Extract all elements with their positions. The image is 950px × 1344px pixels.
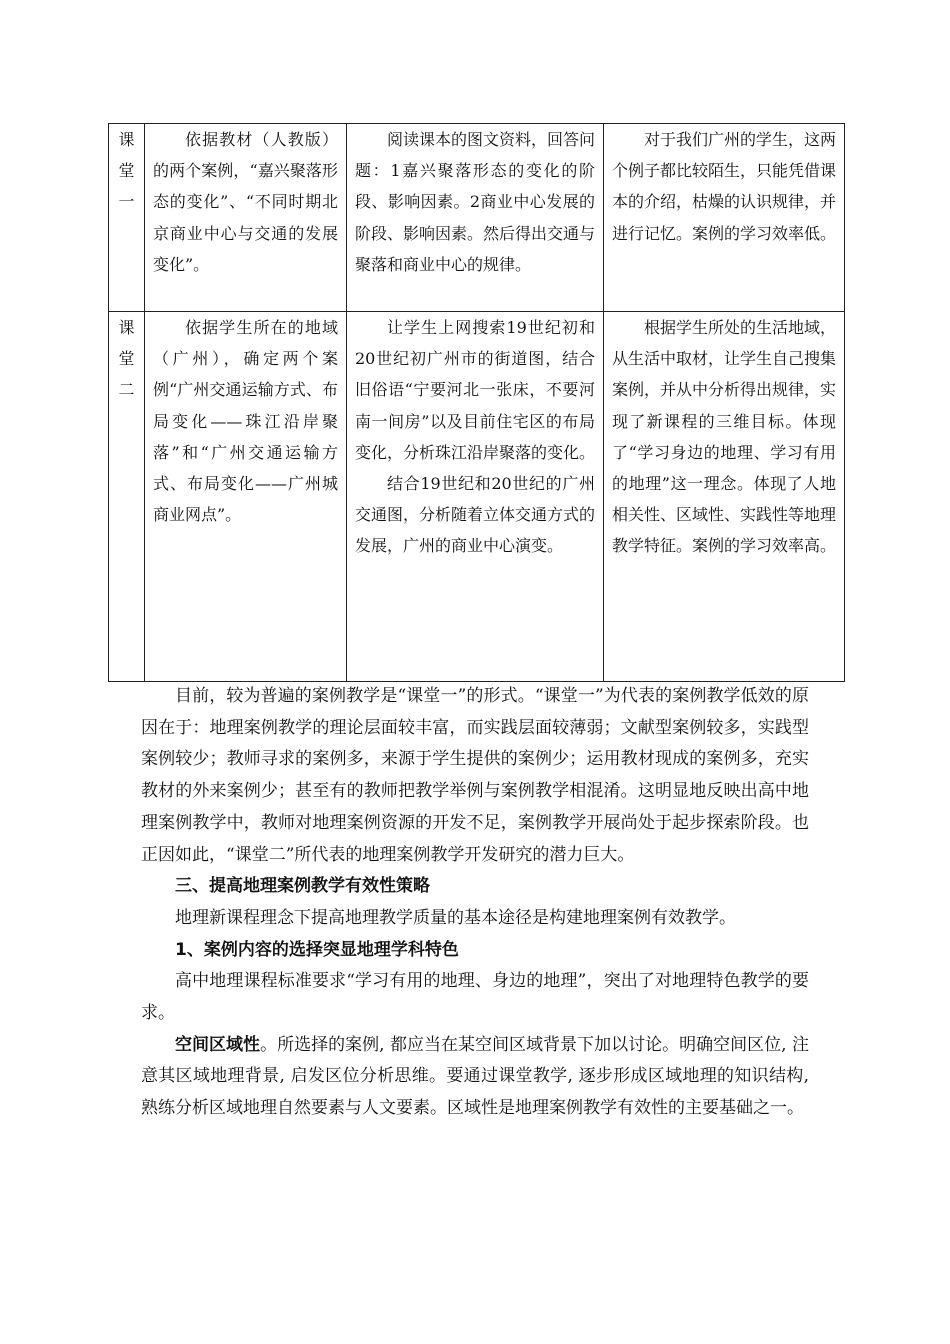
activity-text: 阅读课本的图文资料，回答问题：1嘉兴聚落形态的变化的阶段、影响因素。2商业中心发展的阶段、影响因素。然后得出交通与聚落和商业中心的规律。 <box>355 130 596 274</box>
paragraph: 目前，较为普遍的案例教学是“课堂一”的形式。“课堂一”为代表的案例教学低效的原因在于：地理案例教学的理论层面较丰富，而实践层面较薄弱；文献型案例较多，实践型案例较少；教师寻求的案例多，来源于学生提供的案例少；运用教材现成的案例多，充实教材的外来案例少；甚至有的教师把教学举例与案例教学相混淆。这明显地反映出高中地理案例教学中，教师对地理案例资源的开发不足，案例教学开展尚处于起步探索阶段。也正因如此，“课堂二”所代表的地理案例教学开发研究的潜力巨大。 <box>141 686 809 865</box>
table-row <box>109 312 845 682</box>
comparison-table <box>108 123 845 682</box>
case-source-cell <box>145 124 347 312</box>
body-text <box>141 681 809 1125</box>
activity-cell <box>347 124 604 312</box>
paragraph-body: 。所选择的案例, 都应当在某空间区域背景下加以讨论。明确空间区位, 注意其区域地理背景, 启发区位分析思维。要通过课堂教学, 逐步形成区域地理的知识结构, 熟练分析区域地理自然要素与人文要素。区域性是地理案例教学有效性的主要基础之一。 <box>141 1034 810 1119</box>
evaluation-text: 根据学生所处的生活地域，从生活中取材，让学生自己搜集案例，并从中分析得出规律，实现了新课程的三维目标。体现了“学习身边的地理、学习有用的地理”这一理念。体现了人地相关性、区域性、实践性等地理教学特征。案例的学习效率高。 <box>612 318 837 556</box>
evaluation-cell <box>604 124 845 312</box>
evaluation-cell <box>604 312 845 682</box>
activity-cell <box>347 312 604 682</box>
paragraph: 高中地理课程标准要求“学习有用的地理、身边的地理”，突出了对地理特色教学的要求。 <box>141 971 809 1024</box>
section-heading: 三、提高地理案例教学有效性策略 <box>175 876 430 897</box>
table-row <box>109 124 845 312</box>
paragraph-lead: 空间区域性 <box>175 1034 261 1055</box>
case-source-text: 依据学生所在的地域（广州），确定两个案例“广州交通运输方式、布局变化——珠江沿岸聚落”和“广州交通运输方式、布局变化——广州城商业网点”。 <box>153 318 338 525</box>
activity-text: 结合19世纪和20世纪的广州交通图，分析随着立体交通方式的发展，广州的商业中心演变。 <box>355 474 596 556</box>
activity-text: 让学生上网搜索19世纪初和20世纪初广州市的街道图，结合旧俗语“宁要河北一张床，不要河南一间房”以及目前住宅区的布局变化，分析珠江沿岸聚落的变化。 <box>355 318 596 462</box>
case-source-text: 依据教材（人教版）的两个案例，“嘉兴聚落形态的变化”、“不同时期北京商业中心与交通的发展变化”。 <box>153 130 338 274</box>
case-source-cell <box>145 312 347 682</box>
row-label-cell <box>109 124 145 312</box>
subsection-heading: 1、案例内容的选择突显地理学科特色 <box>175 939 459 960</box>
row-label: 课堂一 <box>118 130 135 212</box>
paragraph <box>141 1030 809 1125</box>
evaluation-text: 对于我们广州的学生，这两个例子都比较陌生，只能凭借课本的介绍，枯燥的认识规律，并进行记忆。案例的学习效率低。 <box>612 130 837 243</box>
paragraph: 地理新课程理念下提高地理教学质量的基本途径是构建地理案例有效教学。 <box>175 907 736 928</box>
row-label: 课堂二 <box>118 318 135 400</box>
row-label-cell <box>109 312 145 682</box>
